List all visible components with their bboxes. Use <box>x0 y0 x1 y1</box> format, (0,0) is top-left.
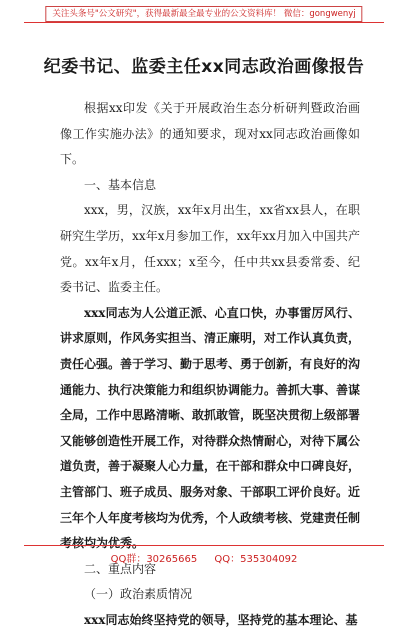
footer-divider <box>24 545 384 546</box>
paragraph-political-quality: xxx同志始终坚持党的领导，坚持党的基本理论、基 <box>84 612 358 627</box>
footer-contact <box>0 550 408 565</box>
header-divider <box>24 22 384 23</box>
section-heading-basic-info: 一、基本信息 <box>84 177 157 192</box>
paragraph-evaluation: xxx同志为人公道正派、心直口快，办事雷厉风行、讲求原则，作风务实担当、清正廉明，对工作认真负责，责任心强。善于学习、勤于思考、勇于创新，有良好的沟通能力、执行决策能力和组织协调能力。善抓大事、善谋全局，工作中思路清晰、敢抓敢管，既坚决贯彻上级部署又能够创造性开展工作，对待群众热情耐心，对待下属公道负责，善于凝聚人心力量，在干部和群众中口碑良好，主管部门、班子成员、服务对象、干部职工评价良好。近三年个人年度考核均为优秀，个人政绩考核、党建责任制考核均为优秀。 <box>60 305 361 551</box>
paragraph-basic-info: xxx，男，汉族，xx年x月出生，xx省xx县人，在职研究生学历，xx年x月参加工作，xx年xx月加入中国共产党。xx年x月，任xxx；x至今，任中共xx县委常委、纪委书记、监委主任。 <box>60 203 360 295</box>
footer-qq: QQ：535304092 <box>214 554 298 565</box>
footer-qq-group: QQ群：30265665 <box>110 554 198 565</box>
paragraph-intro: 根据xx印发《关于开展政治生态分析研判暨政治画像工作实施办法》的通知要求，现对xx同志政治画像如下。 <box>60 101 360 167</box>
promo-banner: 关注头条号"公文研究"，获得最新最全最专业的公文资料库！ 微信：gongwenyj <box>45 6 362 22</box>
section-heading-key-content: 二、重点内容 <box>84 561 157 576</box>
document-title: 纪委书记、监委主任xx同志政治画像报告 <box>43 57 365 77</box>
subsection-heading-political-quality: （一）政治素质情况 <box>84 587 193 602</box>
